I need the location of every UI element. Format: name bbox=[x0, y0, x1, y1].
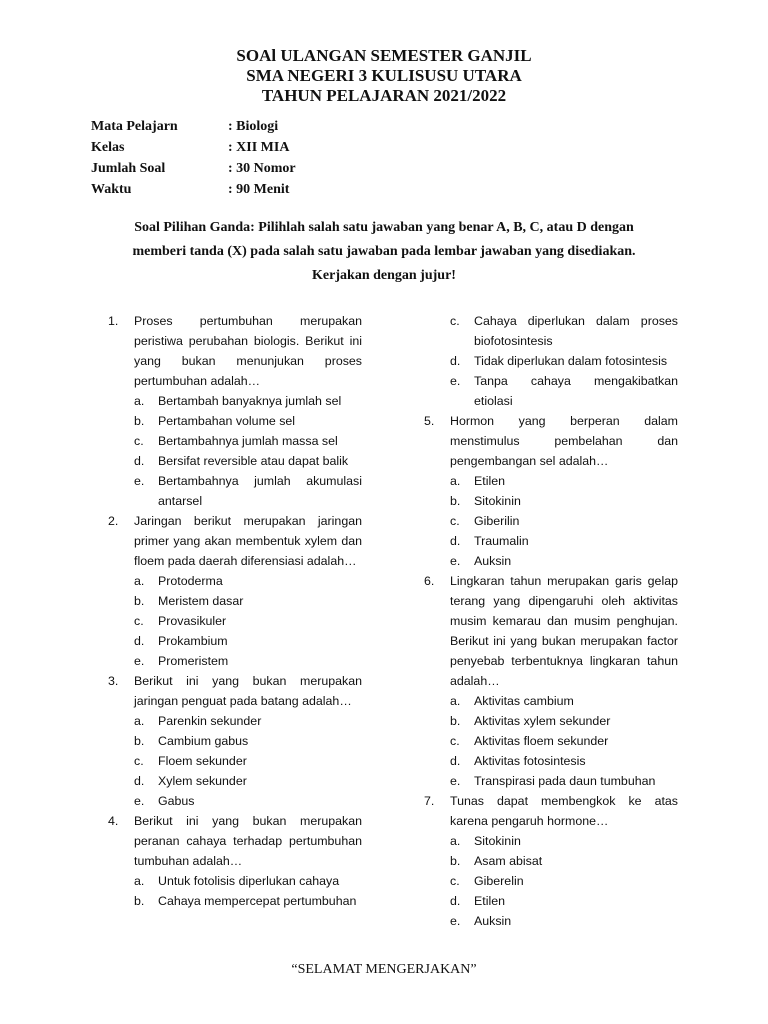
option bbox=[424, 731, 678, 751]
option-text: Etilen bbox=[474, 474, 505, 488]
option bbox=[108, 631, 362, 651]
option bbox=[108, 771, 362, 791]
option bbox=[108, 591, 362, 611]
option-text: Auksin bbox=[474, 554, 512, 568]
option-key: c. bbox=[134, 754, 144, 768]
option bbox=[108, 411, 362, 431]
info-value: : 90 Menit bbox=[228, 182, 290, 197]
option-key: e. bbox=[134, 794, 145, 808]
option-text: Cambium gabus bbox=[158, 734, 249, 748]
option-text: Transpirasi pada daun tumbuhan bbox=[474, 774, 656, 788]
instructions bbox=[110, 216, 658, 288]
option bbox=[424, 551, 678, 571]
option-text: Etilen bbox=[474, 894, 505, 908]
option-key: a. bbox=[134, 574, 145, 588]
option bbox=[424, 751, 678, 771]
footer-greeting: “SELAMAT MENGERJAKAN” bbox=[291, 962, 477, 977]
option-key: d. bbox=[450, 894, 461, 908]
option bbox=[424, 771, 678, 791]
option bbox=[424, 471, 678, 491]
option-text: Bertambahnya jumlah akumulasi antarsel bbox=[158, 474, 362, 508]
option-key: d. bbox=[134, 454, 145, 468]
questions-column-left bbox=[108, 311, 362, 911]
option-key: a. bbox=[450, 694, 461, 708]
option-text: Cahaya diperlukan dalam proses biofotosintesis bbox=[474, 314, 678, 348]
option-text: Xylem sekunder bbox=[158, 774, 247, 788]
option bbox=[424, 691, 678, 711]
option bbox=[108, 391, 362, 411]
info-label: Kelas bbox=[91, 140, 125, 155]
option-key: b. bbox=[450, 714, 461, 728]
option bbox=[108, 431, 362, 451]
info-value: : Biologi bbox=[228, 119, 279, 134]
question-7 bbox=[424, 791, 678, 831]
option-text: Aktivitas cambium bbox=[474, 694, 574, 708]
option-text: Auksin bbox=[474, 914, 512, 928]
option bbox=[108, 731, 362, 751]
instructions-line: Soal Pilihan Ganda: Pilihlah salah satu jawaban yang benar A, B, C, atau D dengan bbox=[134, 220, 634, 235]
option-key: c. bbox=[450, 734, 460, 748]
option-text: Parenkin sekunder bbox=[158, 714, 262, 728]
option-text: Aktivitas fotosintesis bbox=[474, 754, 586, 768]
question-1 bbox=[108, 311, 362, 391]
question-number: 4. bbox=[108, 814, 119, 828]
info-label: Waktu bbox=[91, 182, 132, 197]
option-text: Pertambahan volume sel bbox=[158, 414, 296, 428]
option bbox=[424, 831, 678, 851]
option bbox=[424, 351, 678, 371]
option bbox=[424, 371, 678, 411]
option-text: Provasikuler bbox=[158, 614, 227, 628]
option-key: d. bbox=[134, 634, 145, 648]
option bbox=[424, 911, 678, 931]
exam-header bbox=[0, 46, 768, 106]
option bbox=[108, 791, 362, 811]
option bbox=[108, 651, 362, 671]
option-text: Bersifat reversible atau dapat balik bbox=[158, 454, 349, 468]
option-key: b. bbox=[134, 734, 145, 748]
option bbox=[424, 891, 678, 911]
header-year: TAHUN PELAJARAN 2021/2022 bbox=[261, 86, 507, 105]
question-text: Hormon yang berperan dalam menstimulus pembelahan dan pengembangan sel adalah… bbox=[450, 414, 678, 468]
header-school: SMA NEGERI 3 KULISUSU UTARA bbox=[246, 66, 522, 85]
question-text: Lingkaran tahun merupakan garis gelap terang yang dipengaruhi oleh aktivitas musim kemarau dan musim penghujan. Berikut ini yang bukan merupakan factor penyebab terbentuknya lingkaran tahun adalah… bbox=[450, 574, 678, 688]
info-label: Jumlah Soal bbox=[91, 161, 166, 176]
option bbox=[108, 751, 362, 771]
option-key: c. bbox=[134, 434, 144, 448]
option-key: a. bbox=[134, 394, 145, 408]
question-number: 5. bbox=[424, 414, 435, 428]
option-text: Giberilin bbox=[474, 514, 520, 528]
option-key: d. bbox=[134, 774, 145, 788]
option-text: Cahaya mempercepat pertumbuhan bbox=[158, 894, 357, 908]
option-text: Prokambium bbox=[158, 634, 228, 648]
option-key: c. bbox=[450, 514, 460, 528]
option bbox=[108, 451, 362, 471]
option-key: d. bbox=[450, 534, 461, 548]
questions-column-right bbox=[424, 311, 678, 931]
option bbox=[424, 851, 678, 871]
option-text: Sitokinin bbox=[474, 494, 521, 508]
option-text: Tanpa cahaya mengakibatkan etiolasi bbox=[474, 374, 678, 408]
question-number: 7. bbox=[424, 794, 435, 808]
option-key: a. bbox=[134, 874, 145, 888]
option-key: e. bbox=[450, 774, 461, 788]
question-number: 6. bbox=[424, 574, 435, 588]
option bbox=[108, 871, 362, 891]
question-text: Tunas dapat membengkok ke atas karena pengaruh hormone… bbox=[450, 794, 678, 828]
question-2 bbox=[108, 511, 362, 571]
question-3 bbox=[108, 671, 362, 711]
question-5 bbox=[424, 411, 678, 471]
option bbox=[108, 711, 362, 731]
option-text: Meristem dasar bbox=[158, 594, 244, 608]
option bbox=[424, 491, 678, 511]
option-text: Tidak diperlukan dalam fotosintesis bbox=[474, 354, 668, 368]
question-text: Proses pertumbuhan merupakan peristiwa perubahan biologis. Berikut ini yang bukan menunjukan proses pertumbuhan adalah… bbox=[134, 314, 362, 388]
option bbox=[424, 871, 678, 891]
option-key: e. bbox=[134, 654, 145, 668]
option-key: b. bbox=[450, 854, 461, 868]
info-value: : 30 Nomor bbox=[228, 161, 296, 176]
option-key: e. bbox=[450, 374, 461, 388]
option-text: Protoderma bbox=[158, 574, 223, 588]
option-key: b. bbox=[134, 894, 145, 908]
option-key: a. bbox=[134, 714, 145, 728]
option-key: a. bbox=[450, 474, 461, 488]
question-text: Berikut ini yang bukan merupakan jaringan penguat pada batang adalah… bbox=[134, 674, 362, 708]
question-number: 1. bbox=[108, 314, 119, 328]
question-6 bbox=[424, 571, 678, 691]
question-text: Jaringan berikut merupakan jaringan primer yang akan membentuk xylem dan floem pada daerah diferensiasi adalah… bbox=[134, 514, 362, 568]
option-text: Sitokinin bbox=[474, 834, 521, 848]
question-number: 2. bbox=[108, 514, 119, 528]
option-text: Giberelin bbox=[474, 874, 524, 888]
option bbox=[424, 531, 678, 551]
info-label: Mata Pelajarn bbox=[91, 119, 178, 134]
option-key: c. bbox=[450, 874, 460, 888]
option bbox=[424, 511, 678, 531]
info-value: : XII MIA bbox=[228, 140, 290, 155]
option bbox=[108, 471, 362, 511]
option-text: Promeristem bbox=[158, 654, 229, 668]
option-key: a. bbox=[450, 834, 461, 848]
question-number: 3. bbox=[108, 674, 119, 688]
option-text: Asam abisat bbox=[474, 854, 543, 868]
instructions-line: memberi tanda (X) pada salah satu jawaban pada lembar jawaban yang disediakan. bbox=[132, 244, 636, 259]
option-key: d. bbox=[450, 754, 461, 768]
question-text: Berikut ini yang bukan merupakan peranan cahaya terhadap pertumbuhan tumbuhan adalah… bbox=[134, 814, 362, 868]
option-text: Floem sekunder bbox=[158, 754, 247, 768]
option-key: e. bbox=[450, 554, 461, 568]
option-text: Aktivitas xylem sekunder bbox=[474, 714, 611, 728]
option-key: e. bbox=[450, 914, 461, 928]
option-text: Traumalin bbox=[474, 534, 529, 548]
option-key: d. bbox=[450, 354, 461, 368]
option-text: Gabus bbox=[158, 794, 195, 808]
option bbox=[108, 571, 362, 591]
question-4 bbox=[108, 811, 362, 871]
option bbox=[108, 611, 362, 631]
option bbox=[424, 711, 678, 731]
option bbox=[108, 891, 362, 911]
option-key: c. bbox=[134, 614, 144, 628]
option-key: b. bbox=[134, 594, 145, 608]
option bbox=[424, 311, 678, 351]
option-key: b. bbox=[134, 414, 145, 428]
option-text: Bertambahnya jumlah massa sel bbox=[158, 434, 338, 448]
option-text: Untuk fotolisis diperlukan cahaya bbox=[158, 874, 340, 888]
option-key: e. bbox=[134, 474, 145, 488]
option-key: c. bbox=[450, 314, 460, 328]
option-text: Aktivitas floem sekunder bbox=[474, 734, 609, 748]
header-title: SOAl ULANGAN SEMESTER GANJIL bbox=[236, 46, 532, 65]
option-text: Bertambah banyaknya jumlah sel bbox=[158, 394, 342, 408]
option-key: b. bbox=[450, 494, 461, 508]
instructions-line: Kerjakan dengan jujur! bbox=[312, 268, 456, 283]
